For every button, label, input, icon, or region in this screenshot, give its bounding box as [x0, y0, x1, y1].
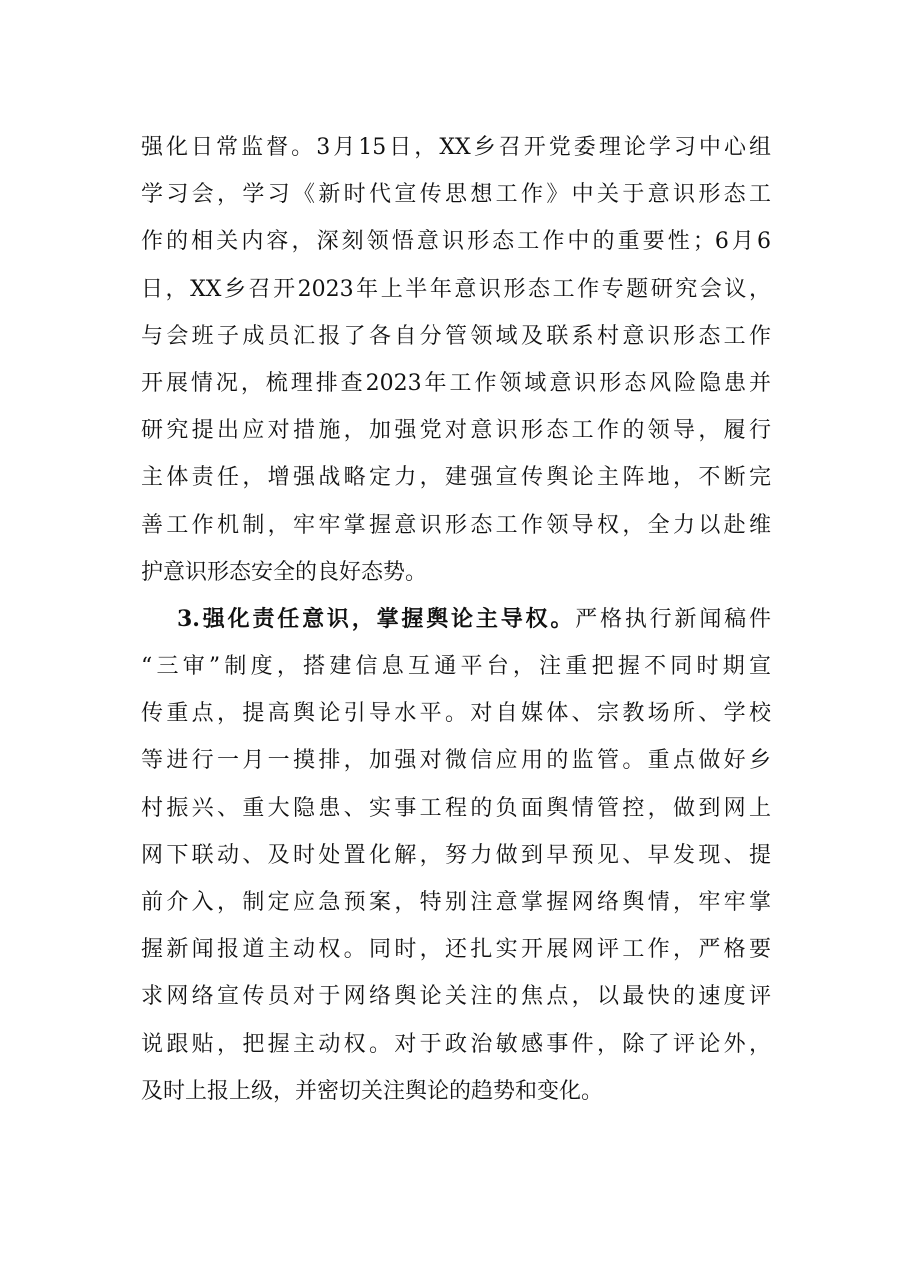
paragraph-1-line: 主体责任，增强战略定力，建强宣传舆论主阵地，不断完 — [141, 465, 771, 491]
paragraph-2 — [141, 596, 771, 1115]
paragraph-1-line: 作的相关内容，深刻领悟意识形态工作中的重要性；6月6 — [141, 229, 771, 255]
paragraph-2-line: 说跟贴，把握主动权。对于政治敏感事件，除了评论外， — [141, 1031, 771, 1057]
paragraph-1-line: 强化日常监督。3月15日，XX乡召开党委理论学习中心组 — [141, 135, 771, 160]
paragraph-1-line: 日，XX乡召开2023年上半年意识形态工作专题研究会议， — [141, 276, 771, 302]
paragraph-1-line: 开展情况，梳理排查2023年工作领域意识形态风险隐患并 — [141, 370, 771, 396]
paragraph-2-first-line-text: 严格执行新闻稿件 — [575, 606, 771, 632]
document-body — [141, 124, 771, 1115]
paragraph-1-line: 护意识形态安全的良好态势。 — [141, 559, 428, 585]
paragraph-2-line: 及时上报上级，并密切关注舆论的趋势和变化。 — [141, 1078, 604, 1104]
paragraph-1-line: 学习会，学习《新时代宣传思想工作》中关于意识形态工 — [141, 182, 771, 208]
paragraph-2-line: 握新闻报道主动权。同时，还扎实开展网评工作，严格要 — [141, 937, 771, 963]
paragraph-2-line: 村振兴、重大隐患、实事工程的负面舆情管控，做到网上 — [141, 795, 771, 821]
paragraph-1-line: 与会班子成员汇报了各自分管领域及联系村意识形态工作 — [141, 323, 771, 349]
paragraph-1 — [141, 124, 771, 596]
paragraph-2-line: 网下联动、及时处置化解，努力做到早预见、早发现、提 — [141, 842, 771, 868]
section-heading: 3.强化责任意识，掌握舆论主导权。 — [177, 605, 576, 632]
paragraph-1-line: 善工作机制，牢牢掌握意识形态工作领导权，全力以赴维 — [141, 512, 771, 538]
paragraph-2-first-line — [141, 596, 771, 643]
paragraph-2-line: 传重点，提高舆论引导水平。对自媒体、宗教场所、学校 — [141, 701, 771, 727]
paragraph-2-line: “三审”制度，搭建信息互通平台，注重把握不同时期宣 — [141, 654, 771, 680]
paragraph-2-line: 前介入，制定应急预案，特别注意掌握网络舆情，牢牢掌 — [141, 890, 771, 915]
paragraph-1-line: 研究提出应对措施，加强党对意识形态工作的领导，履行 — [141, 418, 771, 444]
paragraph-2-line: 等进行一月一摸排，加强对微信应用的监管。重点做好乡 — [141, 748, 771, 774]
paragraph-2-line: 求网络宣传员对于网络舆论关注的焦点，以最快的速度评 — [141, 984, 771, 1010]
